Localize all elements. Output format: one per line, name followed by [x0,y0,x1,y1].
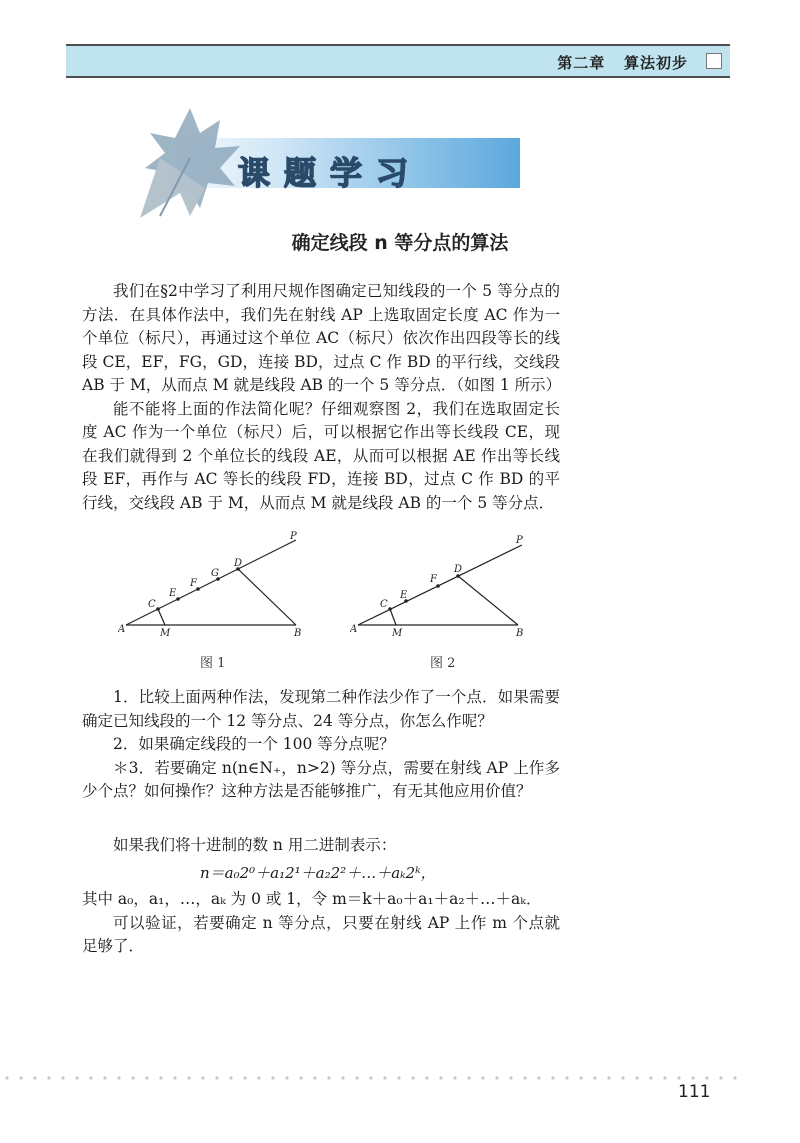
segment-bd [458,576,518,625]
figure-1 [118,530,318,642]
figure-1-caption: 图 1 [200,656,226,671]
page-number: 111 [678,1082,711,1102]
binary-intro-block [82,834,560,858]
label-c: C [148,599,156,610]
header-square-icon [706,53,722,69]
label-m: M [392,628,403,639]
question-3: ＊3．若要确定 n(n∈N₊，n>2) 等分点，需要在射线 AP 上作多少个点？如何操作？这种方法是否能够推广，有无其他应用价值？ [82,758,560,800]
ray-ap [358,545,522,625]
label-g: G [211,568,219,579]
binary-intro: 如果我们将十进制的数 n 用二进制表示： [113,836,397,854]
label-a: A [118,624,126,635]
label-f: F [190,578,197,589]
label-f: F [430,574,437,585]
point-c [388,607,392,611]
intro-paragraph-2: 能不能将上面的作法简化呢？仔细观察图 2，我们在选取固定长度 AC 作为一个单位（标尺）后，可以根据它作出等长线段 CE，现在我们就得到 2 个单位长的线段 AE，从而可以根据 AE 作出等长线段 EF，再作与 AC 等长的线段 FD，连接 BD，过点 C 作 BD 的平行线，交线段 AB 于 M，从而点 M 就是线段 AB 的一个 5 等分点． [82,399,560,512]
chapter-header [66,44,730,78]
section-label: 算法初步 [623,54,688,72]
page-title: 确定线段 n 等分点的算法 [291,232,509,254]
binary-text-2: 可以验证，若要确定 n 等分点，只要在射线 AP 上作 m 个点就足够了． [82,913,560,955]
binary-explanation [82,888,560,959]
intro-text [82,280,560,515]
figure-2-caption: 图 2 [430,656,456,671]
figure-2 [350,530,550,642]
label-b: B [294,628,302,639]
footer-dotted-line [0,1076,740,1080]
label-a: A [350,624,358,635]
chapter-label: 第二章 [557,54,606,72]
point-c [156,607,160,611]
label-d: D [454,564,463,575]
segment-cm [390,609,396,625]
intro-paragraph-1: 我们在§2中学习了利用尺规作图确定已知线段的一个 5 等分点的方法．在具体作法中，我们先在射线 AP 上选取固定长度 AC 作为一个单位（标尺），再通过这个单位 AC（标尺）依次作出四段等长的线段 CE，EF，FG，GD，连接 BD，过点 C 作 BD 的平行线，交线段 AB 于 M，从而点 M 就是线段 AB 的一个 5 等分点．（如图 1 所示） [82,282,562,394]
binary-text-1: 其中 a₀，a₁，…，aₖ 为 0 或 1，令 m＝k＋a₀＋a₁＋a₂＋…＋aₖ． [82,890,542,908]
questions [82,686,560,804]
chapter-header-text [557,52,688,73]
label-e: E [400,590,408,601]
binary-formula: n＝a₀2⁰＋a₁2¹＋a₂2²＋…＋aₖ2ᵏ， [200,864,436,882]
label-m: M [160,628,171,639]
label-p: P [516,535,523,546]
label-e: E [169,588,177,599]
point-e [176,597,180,601]
question-1: 1．比较上面两种作法，发现第二种作法少作了一个点．如果需要确定已知线段的一个 12 等分点、24 等分点，你怎么作呢？ [82,688,560,730]
label-b: B [516,628,524,639]
label-c: C [380,599,388,610]
label-p: P [290,531,297,542]
ray-ap [126,540,296,625]
question-2: 2．如果确定线段的一个 100 等分点呢？ [113,735,395,753]
segment-cm [158,609,165,625]
label-d: D [234,558,243,569]
banner-title: 课题学习 [238,154,423,192]
segment-bd [238,569,296,625]
